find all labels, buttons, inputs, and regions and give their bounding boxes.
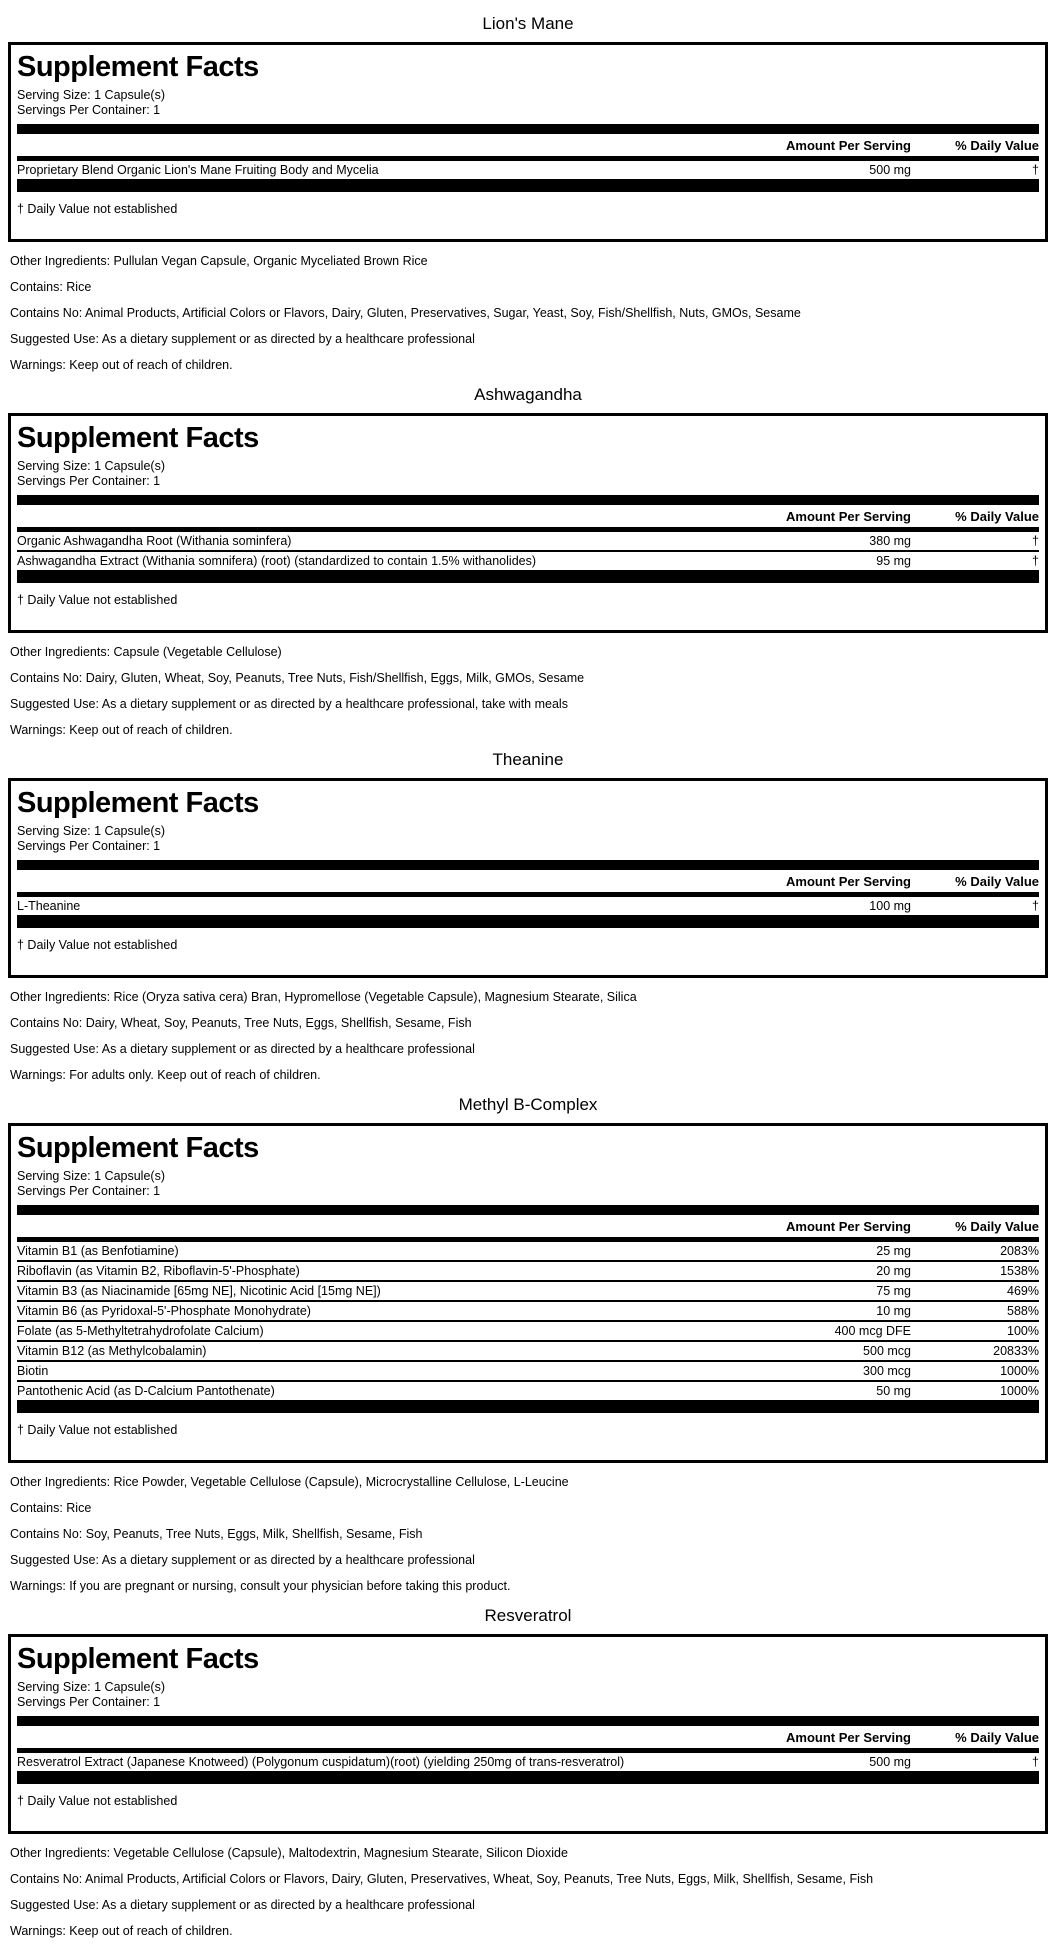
ingredient-name: Organic Ashwagandha Root (Withania sominfera): [17, 534, 292, 548]
table-column-headers: [17, 505, 1039, 527]
serving-size-text: Serving Size: 1 Capsule(s): [17, 1680, 165, 1694]
ingredient-name: Pantothenic Acid (as D-Calcium Pantothenate): [17, 1384, 275, 1398]
ingredient-rows: [17, 532, 1039, 572]
section-title: Resveratrol: [484, 1606, 572, 1625]
footer-line: Warnings: If you are pregnant or nursing, consult your physician before taking this product.: [10, 1579, 511, 1593]
ingredient-row: [17, 897, 1039, 917]
daily-value-note: † Daily Value not established: [17, 202, 178, 216]
footer-line: Suggested Use: As a dietary supplement or as directed by a healthcare professional: [10, 1898, 475, 1912]
daily-value-header: % Daily Value: [955, 874, 1039, 889]
footer-line: Other Ingredients: Vegetable Cellulose (Capsule), Maltodextrin, Magnesium Stearate, Silicon Dioxide: [10, 1846, 568, 1860]
ingredient-row: [17, 1262, 1039, 1282]
ingredient-daily-value: 1538%: [1000, 1264, 1039, 1278]
ingredient-name: Biotin: [17, 1364, 49, 1378]
ingredient-daily-value: 1000%: [1000, 1364, 1039, 1378]
daily-value-note: † Daily Value not established: [17, 1423, 178, 1437]
section-footer: [10, 1846, 1046, 1939]
ingredient-rows: [17, 161, 1039, 181]
footer-line: Contains: Rice: [10, 1501, 92, 1515]
section-footer: [10, 254, 1046, 373]
divider-bar-bottom: [17, 572, 1039, 583]
serving-size-text: Serving Size: 1 Capsule(s): [17, 1169, 165, 1183]
supplement-section: [0, 14, 1056, 373]
ingredient-name: Vitamin B12 (as Methylcobalamin): [17, 1344, 207, 1358]
ingredient-row: [17, 532, 1039, 552]
footer-line: Warnings: Keep out of reach of children.: [10, 723, 233, 737]
ingredient-amount: 500 mg: [869, 163, 911, 177]
supplement-facts-heading: Supplement Facts: [17, 787, 259, 819]
ingredient-daily-value: †: [1032, 1755, 1039, 1769]
servings-per-container-text: Servings Per Container: 1: [17, 103, 161, 117]
table-column-headers: [17, 1726, 1039, 1748]
ingredient-row: [17, 1342, 1039, 1362]
supplement-facts-heading: Supplement Facts: [17, 51, 259, 83]
ingredient-amount: 300 mcg: [863, 1364, 911, 1378]
amount-per-serving-header: Amount Per Serving: [786, 1730, 911, 1745]
footer-line: Warnings: Keep out of reach of children.: [10, 1924, 233, 1938]
ingredient-row: [17, 1242, 1039, 1262]
ingredient-row: [17, 1382, 1039, 1402]
supplement-section: [0, 385, 1056, 738]
ingredient-daily-value: †: [1032, 899, 1039, 913]
ingredient-amount: 400 mcg DFE: [834, 1324, 911, 1338]
footer-line: Suggested Use: As a dietary supplement or as directed by a healthcare professional: [10, 1042, 475, 1056]
ingredient-daily-value: †: [1032, 534, 1039, 548]
ingredient-name: Proprietary Blend Organic Lion's Mane Fruiting Body and Mycelia: [17, 163, 379, 177]
ingredient-row: [17, 552, 1039, 572]
amount-per-serving-header: Amount Per Serving: [786, 509, 911, 524]
ingredient-rows: [17, 1753, 1039, 1773]
supplement-section: [0, 750, 1056, 1083]
ingredient-amount: 75 mg: [876, 1284, 911, 1298]
daily-value-note: † Daily Value not established: [17, 1794, 178, 1808]
ingredient-daily-value: 20833%: [993, 1344, 1039, 1358]
supplement-facts-heading: Supplement Facts: [17, 1132, 259, 1164]
ingredient-daily-value: 588%: [1007, 1304, 1039, 1318]
footer-line: Suggested Use: As a dietary supplement or as directed by a healthcare professional: [10, 332, 475, 346]
ingredient-name: Folate (as 5-Methyltetrahydrofolate Calcium): [17, 1324, 264, 1338]
supplement-facts-heading: Supplement Facts: [17, 422, 259, 454]
ingredient-amount: 95 mg: [876, 554, 911, 568]
ingredient-name: Riboflavin (as Vitamin B2, Riboflavin-5'-Phosphate): [17, 1264, 300, 1278]
supplement-facts-box: [8, 1123, 1048, 1463]
ingredient-amount: 500 mcg: [863, 1344, 911, 1358]
divider-bar-bottom: [17, 1402, 1039, 1413]
footer-line: Contains No: Soy, Peanuts, Tree Nuts, Eggs, Milk, Shellfish, Sesame, Fish: [10, 1527, 423, 1541]
ingredient-daily-value: †: [1032, 554, 1039, 568]
divider-bar-thick: [17, 860, 1039, 870]
ingredient-amount: 25 mg: [876, 1244, 911, 1258]
ingredient-amount: 380 mg: [869, 534, 911, 548]
amount-per-serving-header: Amount Per Serving: [786, 874, 911, 889]
daily-value-header: % Daily Value: [955, 138, 1039, 153]
ingredient-name: Vitamin B3 (as Niacinamide [65mg NE], Nicotinic Acid [15mg NE]): [17, 1284, 381, 1298]
section-footer: [10, 990, 1046, 1083]
divider-bar-bottom: [17, 181, 1039, 192]
divider-bar-bottom: [17, 1773, 1039, 1784]
ingredient-daily-value: 2083%: [1000, 1244, 1039, 1258]
footer-line: Contains No: Dairy, Wheat, Soy, Peanuts, Tree Nuts, Eggs, Shellfish, Sesame, Fish: [10, 1016, 472, 1030]
supplement-section: [0, 1606, 1056, 1939]
supplement-facts-box: [8, 1634, 1048, 1834]
supplement-facts-box: [8, 42, 1048, 242]
footer-line: Other Ingredients: Rice Powder, Vegetable Cellulose (Capsule), Microcrystalline Cellulose, L-Leucine: [10, 1475, 569, 1489]
table-column-headers: [17, 870, 1039, 892]
section-title: Methyl B-Complex: [458, 1095, 598, 1114]
servings-per-container-text: Servings Per Container: 1: [17, 474, 161, 488]
ingredient-daily-value: 1000%: [1000, 1384, 1039, 1398]
amount-per-serving-header: Amount Per Serving: [786, 1219, 911, 1234]
servings-per-container-text: Servings Per Container: 1: [17, 839, 161, 853]
ingredient-name: Resveratrol Extract (Japanese Knotweed) (Polygonum cuspidatum)(root) (yielding 250mg of trans-resveratrol): [17, 1755, 625, 1769]
daily-value-header: % Daily Value: [955, 1219, 1039, 1234]
servings-per-container-text: Servings Per Container: 1: [17, 1184, 161, 1198]
ingredient-rows: [17, 1242, 1039, 1402]
table-column-headers: [17, 134, 1039, 156]
ingredient-row: [17, 161, 1039, 181]
divider-bar-bottom: [17, 917, 1039, 928]
divider-bar-thick: [17, 495, 1039, 505]
ingredient-daily-value: 469%: [1007, 1284, 1039, 1298]
ingredient-name: Vitamin B1 (as Benfotiamine): [17, 1244, 179, 1258]
footer-line: Suggested Use: As a dietary supplement or as directed by a healthcare professional, take with meals: [10, 697, 568, 711]
footer-line: Contains: Rice: [10, 280, 92, 294]
section-title: Theanine: [492, 750, 564, 769]
serving-size-text: Serving Size: 1 Capsule(s): [17, 824, 165, 838]
section-title: Lion's Mane: [482, 14, 574, 33]
ingredient-row: [17, 1282, 1039, 1302]
footer-line: Other Ingredients: Pullulan Vegan Capsule, Organic Myceliated Brown Rice: [10, 254, 428, 268]
divider-bar-thick: [17, 1205, 1039, 1215]
ingredient-row: [17, 1302, 1039, 1322]
ingredient-amount: 10 mg: [876, 1304, 911, 1318]
serving-size-text: Serving Size: 1 Capsule(s): [17, 459, 165, 473]
footer-line: Contains No: Animal Products, Artificial Colors or Flavors, Dairy, Gluten, Preservatives, Wheat, Soy, Peanuts, Tree Nuts, Eggs, Milk, Shellfish, Sesame, Fish: [10, 1872, 874, 1886]
footer-line: Other Ingredients: Capsule (Vegetable Cellulose): [10, 645, 282, 659]
footer-line: Other Ingredients: Rice (Oryza sativa cera) Bran, Hypromellose (Vegetable Capsule), Magnesium Stearate, Silica: [10, 990, 637, 1004]
footer-line: Contains No: Animal Products, Artificial Colors or Flavors, Dairy, Gluten, Preservatives, Sugar, Yeast, Soy, Fish/Shellfish, Nuts, GMOs, Sesame: [10, 306, 801, 320]
ingredient-amount: 50 mg: [876, 1384, 911, 1398]
ingredient-row: [17, 1362, 1039, 1382]
ingredient-row: [17, 1322, 1039, 1342]
daily-value-header: % Daily Value: [955, 509, 1039, 524]
ingredient-rows: [17, 897, 1039, 917]
ingredient-name: L-Theanine: [17, 899, 81, 913]
supplement-facts-heading: Supplement Facts: [17, 1643, 259, 1675]
daily-value-note: † Daily Value not established: [17, 593, 178, 607]
ingredient-daily-value: †: [1032, 163, 1039, 177]
footer-line: Suggested Use: As a dietary supplement or as directed by a healthcare professional: [10, 1553, 475, 1567]
table-column-headers: [17, 1215, 1039, 1237]
footer-line: Warnings: Keep out of reach of children.: [10, 358, 233, 372]
ingredient-row: [17, 1753, 1039, 1773]
ingredient-amount: 20 mg: [876, 1264, 911, 1278]
ingredient-amount: 500 mg: [869, 1755, 911, 1769]
ingredient-amount: 100 mg: [869, 899, 911, 913]
ingredient-daily-value: 100%: [1007, 1324, 1039, 1338]
amount-per-serving-header: Amount Per Serving: [786, 138, 911, 153]
divider-bar-thick: [17, 124, 1039, 134]
serving-size-text: Serving Size: 1 Capsule(s): [17, 88, 165, 102]
section-footer: [10, 1475, 1046, 1594]
section-title: Ashwagandha: [474, 385, 582, 404]
supplement-section: [0, 1095, 1056, 1594]
ingredient-name: Ashwagandha Extract (Withania somnifera) (root) (standardized to contain 1.5% withanolides): [17, 554, 537, 568]
daily-value-header: % Daily Value: [955, 1730, 1039, 1745]
supplement-facts-box: [8, 778, 1048, 978]
servings-per-container-text: Servings Per Container: 1: [17, 1695, 161, 1709]
supplement-facts-box: [8, 413, 1048, 633]
footer-line: Contains No: Dairy, Gluten, Wheat, Soy, Peanuts, Tree Nuts, Fish/Shellfish, Eggs, Milk, GMOs, Sesame: [10, 671, 585, 685]
ingredient-name: Vitamin B6 (as Pyridoxal-5'-Phosphate Monohydrate): [17, 1304, 311, 1318]
footer-line: Warnings: For adults only. Keep out of reach of children.: [10, 1068, 321, 1082]
divider-bar-thick: [17, 1716, 1039, 1726]
daily-value-note: † Daily Value not established: [17, 938, 178, 952]
section-footer: [10, 645, 1046, 738]
